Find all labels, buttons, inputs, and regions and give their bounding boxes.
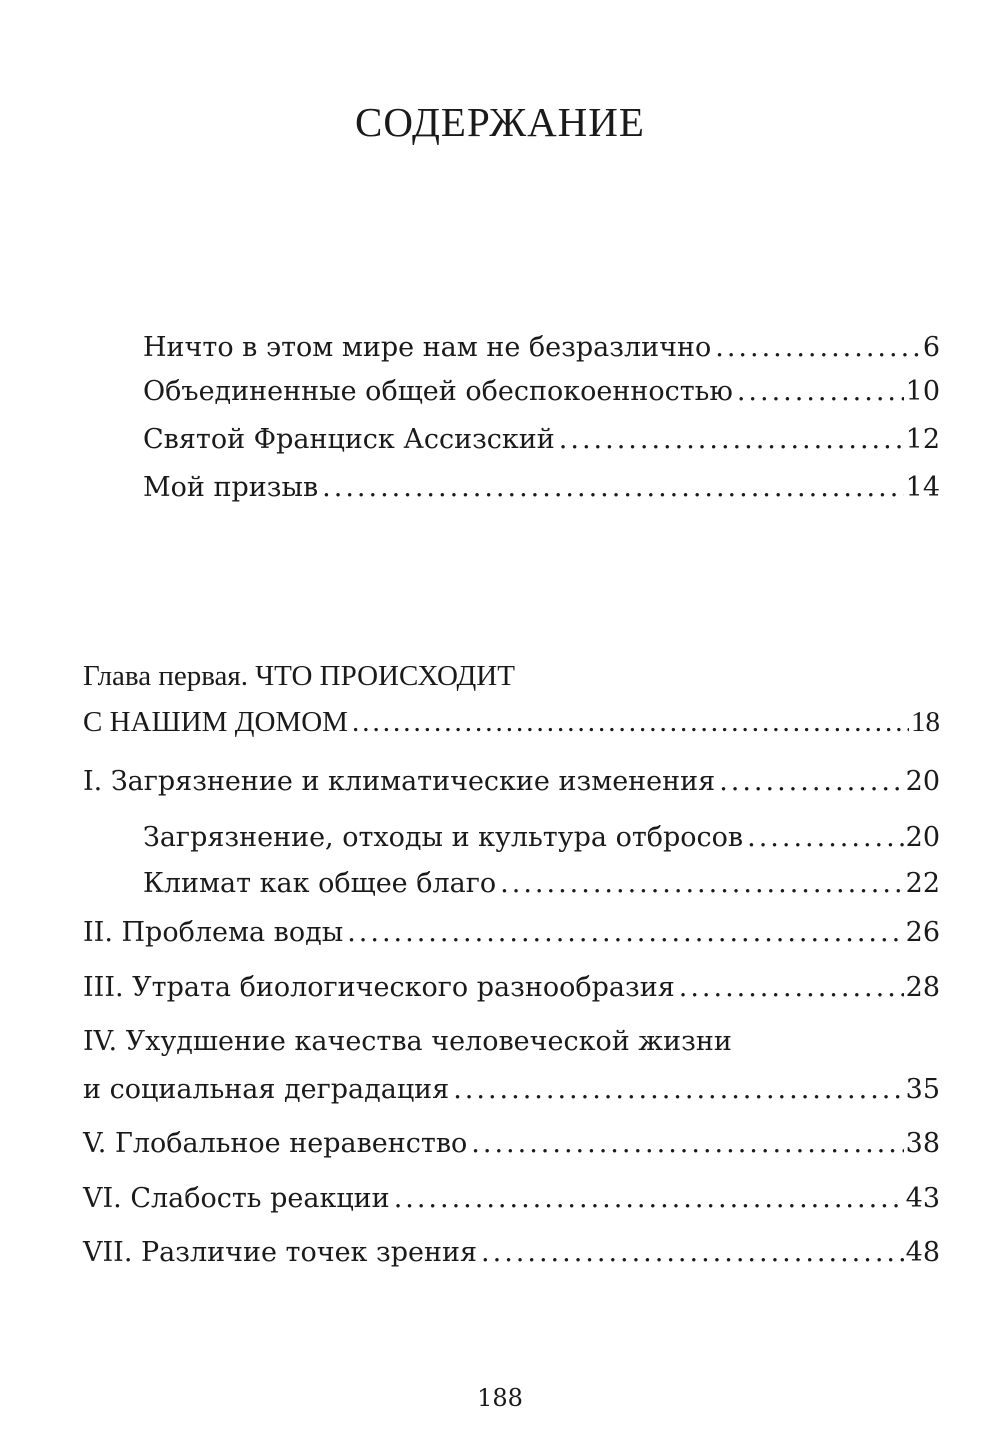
toc-section	[83, 1072, 940, 1108]
dot-leader	[471, 1126, 903, 1162]
toc-entry-label: Ничто в этом мире нам не безразлично	[143, 332, 712, 363]
toc-section	[83, 1126, 940, 1162]
toc-section-page: 20	[905, 766, 940, 797]
toc-subsection-page: 22	[905, 868, 940, 899]
toc-subsection	[143, 820, 940, 856]
toc-subsection	[143, 866, 940, 902]
toc-entry	[143, 470, 940, 506]
dot-leader	[737, 374, 904, 410]
toc-section-page: 43	[905, 1183, 940, 1214]
toc-entry-page: 14	[905, 472, 940, 503]
toc-entry-label: Объединенные общей обеспокоенностью	[143, 376, 733, 407]
toc-entry-label: Мой призыв	[143, 472, 319, 503]
toc-entry	[143, 374, 940, 410]
toc-entry-page: 10	[905, 376, 940, 407]
toc-entry-page: 12	[905, 424, 940, 455]
toc-section-label-first-line: IV. Ухудшение качества человеческой жизни	[83, 1026, 732, 1057]
toc-section-page: 28	[905, 972, 940, 1003]
dot-leader	[559, 422, 904, 458]
dot-leader	[347, 915, 903, 951]
toc-section-page: 38	[905, 1128, 940, 1159]
toc-section	[83, 1181, 940, 1217]
toc-section-page: 48	[905, 1237, 940, 1268]
toc-subsection-page: 20	[905, 822, 940, 853]
toc-section-label: VII. Различие точек зрения	[83, 1237, 478, 1268]
chapter-heading-entry	[83, 704, 940, 740]
dot-leader	[352, 704, 909, 740]
toc-section-page: 35	[905, 1074, 940, 1105]
page-title: СОДЕРЖАНИЕ	[355, 99, 645, 145]
toc-entry	[143, 330, 940, 366]
dot-leader	[394, 1181, 904, 1217]
chapter-heading-label: С НАШИМ ДОМОМ	[83, 706, 348, 738]
dot-leader	[500, 866, 903, 902]
toc-entry-label: Святой Франциск Ассизский	[143, 424, 555, 455]
toc-section	[83, 970, 940, 1006]
toc-entry	[143, 422, 940, 458]
toc-section-label: I. Загрязнение и климатические изменения	[83, 766, 716, 797]
dot-leader	[322, 470, 903, 506]
dot-leader	[679, 970, 904, 1006]
toc-subsection-label: Загрязнение, отходы и культура отбросов	[143, 822, 744, 853]
dot-leader	[715, 330, 921, 366]
toc-entry-page: 6	[922, 332, 940, 363]
toc-section-label: и социальная деградация	[83, 1074, 450, 1105]
toc-section	[83, 764, 940, 800]
chapter-heading: Глава первая. ЧТО ПРОИСХОДИТ	[83, 660, 515, 692]
toc-section-label: VI. Слабость реакции	[83, 1183, 390, 1214]
toc-section-label: III. Утрата биологического разнообразия	[83, 972, 675, 1003]
toc-section-label: V. Глобальное неравенство	[83, 1128, 468, 1159]
dot-leader	[481, 1235, 904, 1271]
chapter-heading-page: 18	[911, 706, 940, 738]
toc-section-label: II. Проблема воды	[83, 917, 344, 948]
toc-section	[83, 1235, 940, 1271]
toc-section	[83, 915, 940, 951]
page-number: 188	[477, 1384, 523, 1412]
dot-leader	[453, 1072, 903, 1108]
toc-subsection-label: Климат как общее благо	[143, 868, 497, 899]
toc-section-page: 26	[905, 917, 940, 948]
dot-leader	[747, 820, 904, 856]
dot-leader	[719, 764, 903, 800]
